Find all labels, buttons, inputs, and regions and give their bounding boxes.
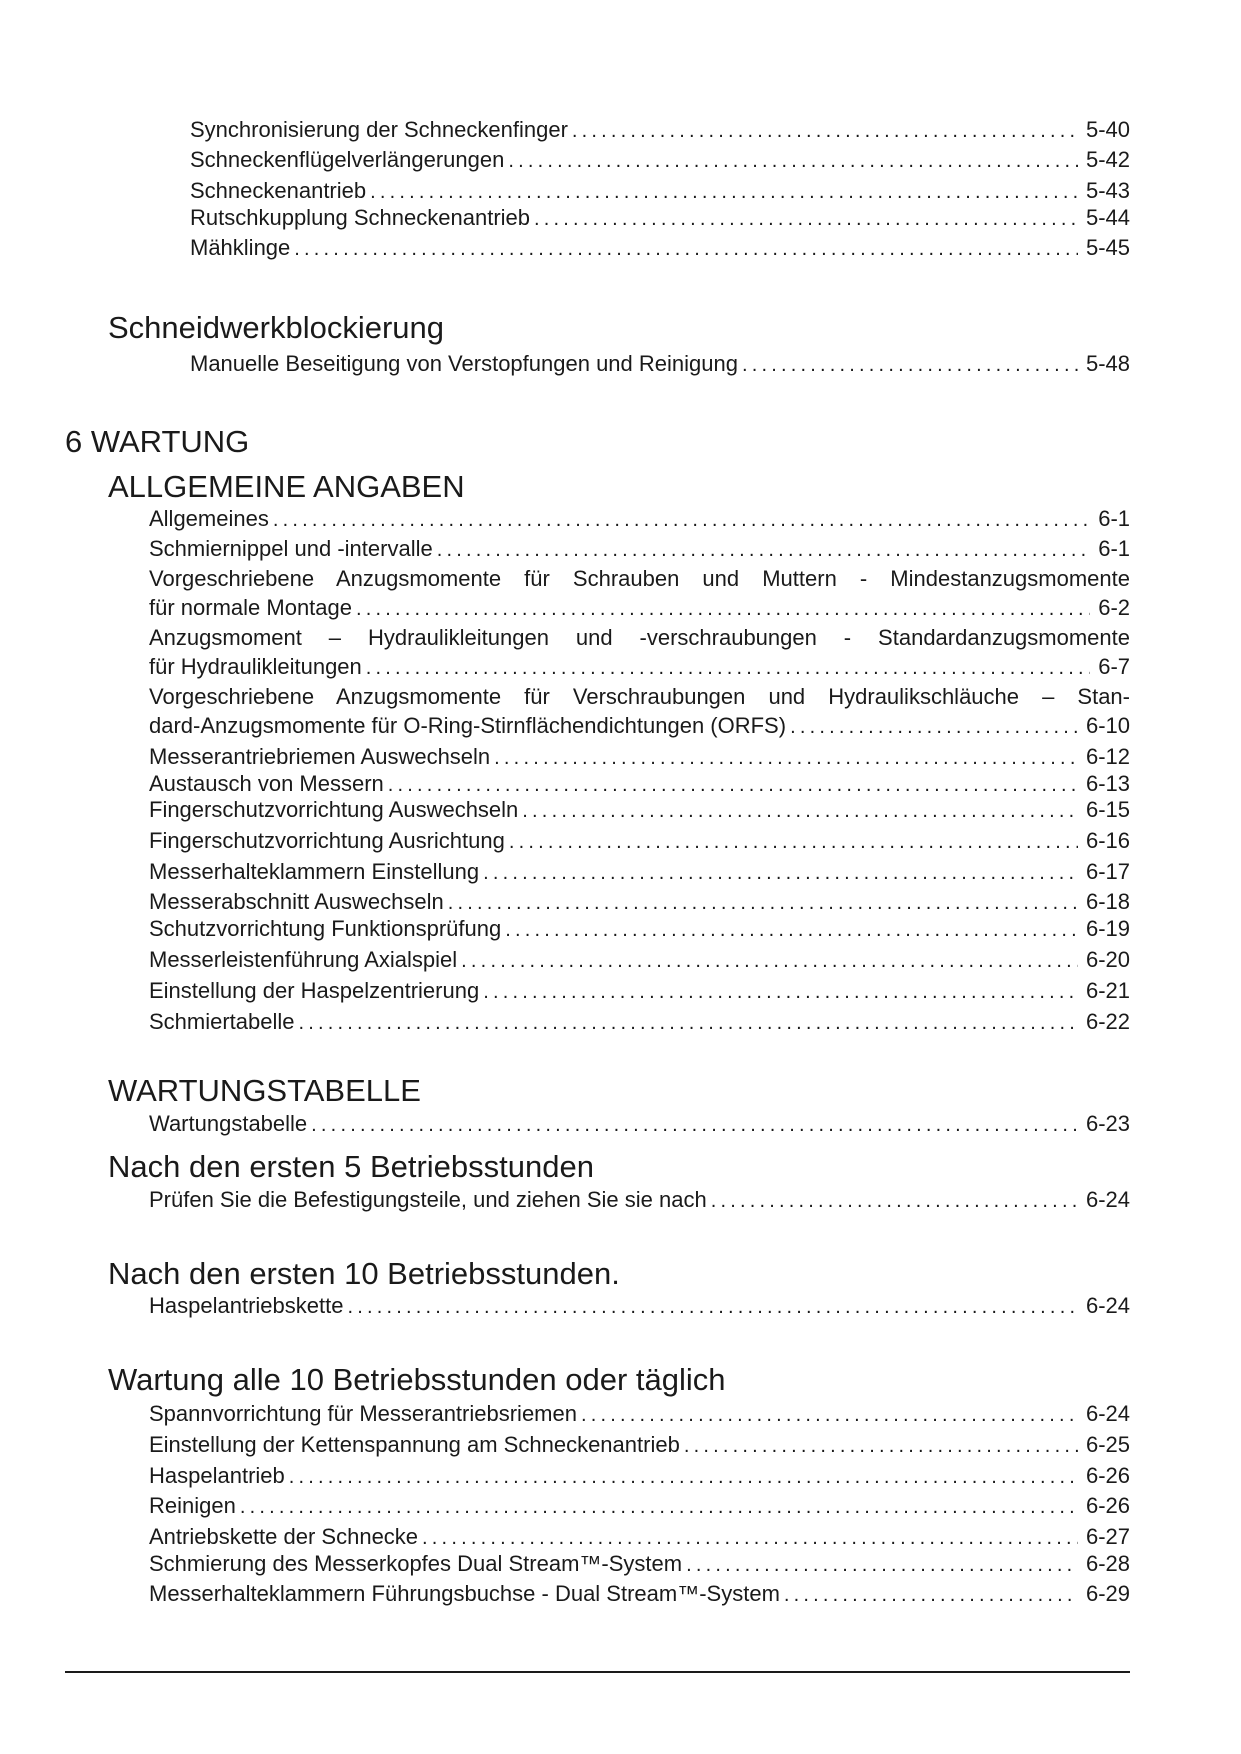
toc-entry[interactable] bbox=[190, 204, 1130, 232]
toc-entry-label: Allgemeines bbox=[149, 506, 269, 531]
toc-entry[interactable] bbox=[149, 1008, 1130, 1036]
toc-entry[interactable] bbox=[149, 594, 1130, 622]
toc-entry[interactable] bbox=[149, 1580, 1130, 1608]
toc-entry[interactable] bbox=[149, 858, 1130, 886]
toc-entry[interactable] bbox=[149, 1523, 1130, 1551]
toc-entry-page: 6-19 bbox=[1085, 916, 1130, 941]
toc-entry-label: Rutschkupplung Schneckenantrieb bbox=[190, 205, 531, 230]
section-heading-daily: Wartung alle 10 Betriebsstunden oder täglich bbox=[108, 1362, 726, 1397]
dot-leader bbox=[522, 797, 1078, 825]
toc-entry-label: Antriebskette der Schnecke bbox=[149, 1524, 419, 1549]
dot-leader bbox=[448, 889, 1078, 917]
toc-entry-label: Messerhalteklammern Führungsbuchse - Dual Stream™-System bbox=[149, 1581, 780, 1606]
toc-entry-page: 6-26 bbox=[1085, 1493, 1130, 1518]
chapter-title: 6 WARTUNG bbox=[65, 424, 250, 459]
dot-leader bbox=[311, 1111, 1078, 1139]
toc-entry[interactable] bbox=[149, 977, 1130, 1005]
toc-entry-page: 5-42 bbox=[1085, 147, 1130, 172]
toc-entry[interactable] bbox=[190, 116, 1130, 144]
toc-entry[interactable] bbox=[190, 177, 1130, 205]
section-heading-blockage: Schneidwerkblockierung bbox=[108, 310, 445, 345]
dot-leader bbox=[347, 1293, 1078, 1321]
toc-entry[interactable] bbox=[149, 827, 1130, 855]
toc-entry-page: 6-22 bbox=[1085, 1009, 1130, 1034]
toc-entry-page: 5-45 bbox=[1085, 235, 1130, 260]
toc-entry-label: Einstellung der Kettenspannung am Schneckenantrieb bbox=[149, 1432, 680, 1457]
dot-leader bbox=[581, 1401, 1078, 1429]
section-heading-after-5-hours: Nach den ersten 5 Betriebsstunden bbox=[108, 1149, 594, 1184]
toc-entry-line1[interactable]: Vorgeschriebene Anzugsmomente für Verschraubungen und Hydraulikschläuche – Stan- bbox=[149, 684, 1130, 709]
toc-entry-page: 6-28 bbox=[1085, 1551, 1130, 1576]
toc-entry-page: 6-23 bbox=[1085, 1111, 1130, 1136]
dot-leader bbox=[784, 1581, 1078, 1609]
toc-entry-page: 5-44 bbox=[1085, 205, 1130, 230]
toc-entry-page: 6-1 bbox=[1098, 536, 1130, 561]
toc-entry-label: Schmierung des Messerkopfes Dual Stream™-System bbox=[149, 1551, 683, 1576]
toc-entry-label: Schmiernippel und -intervalle bbox=[149, 536, 433, 561]
toc-entry-label: Haspelantrieb bbox=[149, 1463, 285, 1488]
toc-entry-line1[interactable]: Anzugsmoment – Hydraulikleitungen und -verschraubungen - Standardanzugsmomente bbox=[149, 625, 1130, 650]
toc-entry-line1[interactable]: Vorgeschriebene Anzugsmomente für Schrauben und Muttern - Mindestanzugsmomente bbox=[149, 566, 1130, 591]
dot-leader bbox=[437, 536, 1091, 564]
toc-entry-label: Schneckenflügelverlängerungen bbox=[190, 147, 505, 172]
toc-entry-page: 6-21 bbox=[1085, 978, 1130, 1003]
toc-entry-label: Haspelantriebskette bbox=[149, 1293, 344, 1318]
toc-entry-label: für normale Montage bbox=[149, 595, 352, 620]
toc-entry-page: 6-27 bbox=[1085, 1524, 1130, 1549]
dot-leader bbox=[711, 1187, 1078, 1215]
toc-entry-label: dard-Anzugsmomente für O-Ring-Stirnflächendichtungen (ORFS) bbox=[149, 713, 787, 738]
dot-leader bbox=[388, 771, 1078, 799]
dot-leader bbox=[534, 205, 1078, 233]
toc-entry-label: Austausch von Messern bbox=[149, 771, 384, 796]
dot-leader bbox=[366, 654, 1090, 682]
toc-entry-label: Mähklinge bbox=[190, 235, 291, 260]
toc-entry[interactable] bbox=[149, 1186, 1130, 1214]
section-heading-general: ALLGEMEINE ANGABEN bbox=[108, 469, 465, 504]
toc-entry[interactable] bbox=[149, 796, 1130, 824]
toc-entry-label: Messerantriebriemen Auswechseln bbox=[149, 744, 491, 769]
dot-leader bbox=[684, 1432, 1078, 1460]
toc-entry-page: 6-13 bbox=[1085, 771, 1130, 796]
toc-entry[interactable] bbox=[149, 535, 1130, 563]
toc-entry[interactable] bbox=[149, 770, 1130, 798]
dot-leader bbox=[273, 506, 1090, 534]
toc-entry-label: Wartungstabelle bbox=[149, 1111, 308, 1136]
dot-leader bbox=[572, 117, 1078, 145]
toc-entry[interactable] bbox=[149, 653, 1130, 681]
dot-leader bbox=[356, 595, 1090, 623]
toc-entry-page: 6-24 bbox=[1085, 1401, 1130, 1426]
toc-entry-label: Messerleistenführung Axialspiel bbox=[149, 947, 458, 972]
toc-entry[interactable] bbox=[149, 1110, 1130, 1138]
toc-entry-label: Messerhalteklammern Einstellung bbox=[149, 859, 480, 884]
toc-entry-label: Spannvorrichtung für Messerantriebsriemen bbox=[149, 1401, 577, 1426]
dot-leader bbox=[742, 351, 1078, 379]
toc-entry-label: Reinigen bbox=[149, 1493, 236, 1518]
dot-leader bbox=[509, 828, 1078, 856]
toc-entry[interactable] bbox=[149, 743, 1130, 771]
toc-entry-label: Schmiertabelle bbox=[149, 1009, 295, 1034]
toc-entry[interactable] bbox=[149, 1431, 1130, 1459]
toc-entry-page: 6-1 bbox=[1098, 506, 1130, 531]
toc-entry-page: 5-43 bbox=[1085, 178, 1130, 203]
dot-leader bbox=[508, 147, 1078, 175]
toc-entry[interactable] bbox=[149, 1462, 1130, 1490]
section-heading-after-10-hours: Nach den ersten 10 Betriebsstunden. bbox=[108, 1256, 620, 1291]
toc-entry-page: 5-48 bbox=[1085, 351, 1130, 376]
toc-entry-label: Messerabschnitt Auswechseln bbox=[149, 889, 444, 914]
toc-entry-page: 6-12 bbox=[1085, 744, 1130, 769]
toc-entry-label: Schutzvorrichtung Funktionsprüfung bbox=[149, 916, 502, 941]
toc-entry[interactable] bbox=[149, 915, 1130, 943]
toc-entry[interactable] bbox=[149, 888, 1130, 916]
toc-entry-page: 6-29 bbox=[1085, 1581, 1130, 1606]
dot-leader bbox=[422, 1524, 1078, 1552]
toc-entry-label: Fingerschutzvorrichtung Ausrichtung bbox=[149, 828, 505, 853]
toc-entry[interactable] bbox=[190, 350, 1130, 378]
toc-entry[interactable] bbox=[190, 234, 1130, 262]
toc-entry-label: Prüfen Sie die Befestigungsteile, und ziehen Sie sie nach bbox=[149, 1187, 707, 1212]
dot-leader bbox=[289, 1463, 1078, 1491]
toc-entry-page: 6-24 bbox=[1085, 1293, 1130, 1318]
dot-leader bbox=[790, 713, 1078, 741]
toc-entry-page: 6-25 bbox=[1085, 1432, 1130, 1457]
section-heading-maintenance-table: WARTUNGSTABELLE bbox=[108, 1073, 421, 1108]
dot-leader bbox=[483, 978, 1078, 1006]
dot-leader bbox=[483, 859, 1078, 887]
toc-entry-label: Fingerschutzvorrichtung Auswechseln bbox=[149, 797, 519, 822]
dot-leader bbox=[505, 916, 1078, 944]
toc-entry-page: 6-26 bbox=[1085, 1463, 1130, 1488]
footer-rule bbox=[65, 1671, 1130, 1673]
dot-leader bbox=[240, 1493, 1078, 1521]
dot-leader bbox=[294, 235, 1078, 263]
toc-entry-label: Einstellung der Haspelzentrierung bbox=[149, 978, 480, 1003]
dot-leader bbox=[686, 1551, 1078, 1579]
toc-entry[interactable] bbox=[149, 1400, 1130, 1428]
dot-leader bbox=[299, 1009, 1078, 1037]
dot-leader bbox=[461, 947, 1078, 975]
toc-entry[interactable] bbox=[190, 146, 1130, 174]
toc-entry-label: Manuelle Beseitigung von Verstopfungen und Reinigung bbox=[190, 351, 738, 376]
toc-entry[interactable] bbox=[149, 1550, 1130, 1578]
toc-entry-page: 6-18 bbox=[1085, 889, 1130, 914]
toc-entry-page: 6-24 bbox=[1085, 1187, 1130, 1212]
toc-entry-page: 6-7 bbox=[1098, 654, 1130, 679]
dot-leader bbox=[370, 178, 1078, 206]
toc-entry-page: 6-17 bbox=[1085, 859, 1130, 884]
toc-entry[interactable] bbox=[149, 505, 1130, 533]
toc-entry-label: Synchronisierung der Schneckenfinger bbox=[190, 117, 568, 142]
toc-entry-page: 6-2 bbox=[1098, 595, 1130, 620]
toc-entry-label: für Hydraulikleitungen bbox=[149, 654, 362, 679]
toc-entry[interactable] bbox=[149, 712, 1130, 740]
toc-entry-label: Schneckenantrieb bbox=[190, 178, 367, 203]
toc-entry-page: 6-10 bbox=[1085, 713, 1130, 738]
toc-entry-page: 6-15 bbox=[1085, 797, 1130, 822]
dot-leader bbox=[494, 744, 1078, 772]
toc-entry[interactable] bbox=[149, 1292, 1130, 1320]
toc-entry-page: 5-40 bbox=[1085, 117, 1130, 142]
toc-entry[interactable] bbox=[149, 946, 1130, 974]
toc-entry-page: 6-16 bbox=[1085, 828, 1130, 853]
toc-entry[interactable] bbox=[149, 1492, 1130, 1520]
toc-entry-page: 6-20 bbox=[1085, 947, 1130, 972]
